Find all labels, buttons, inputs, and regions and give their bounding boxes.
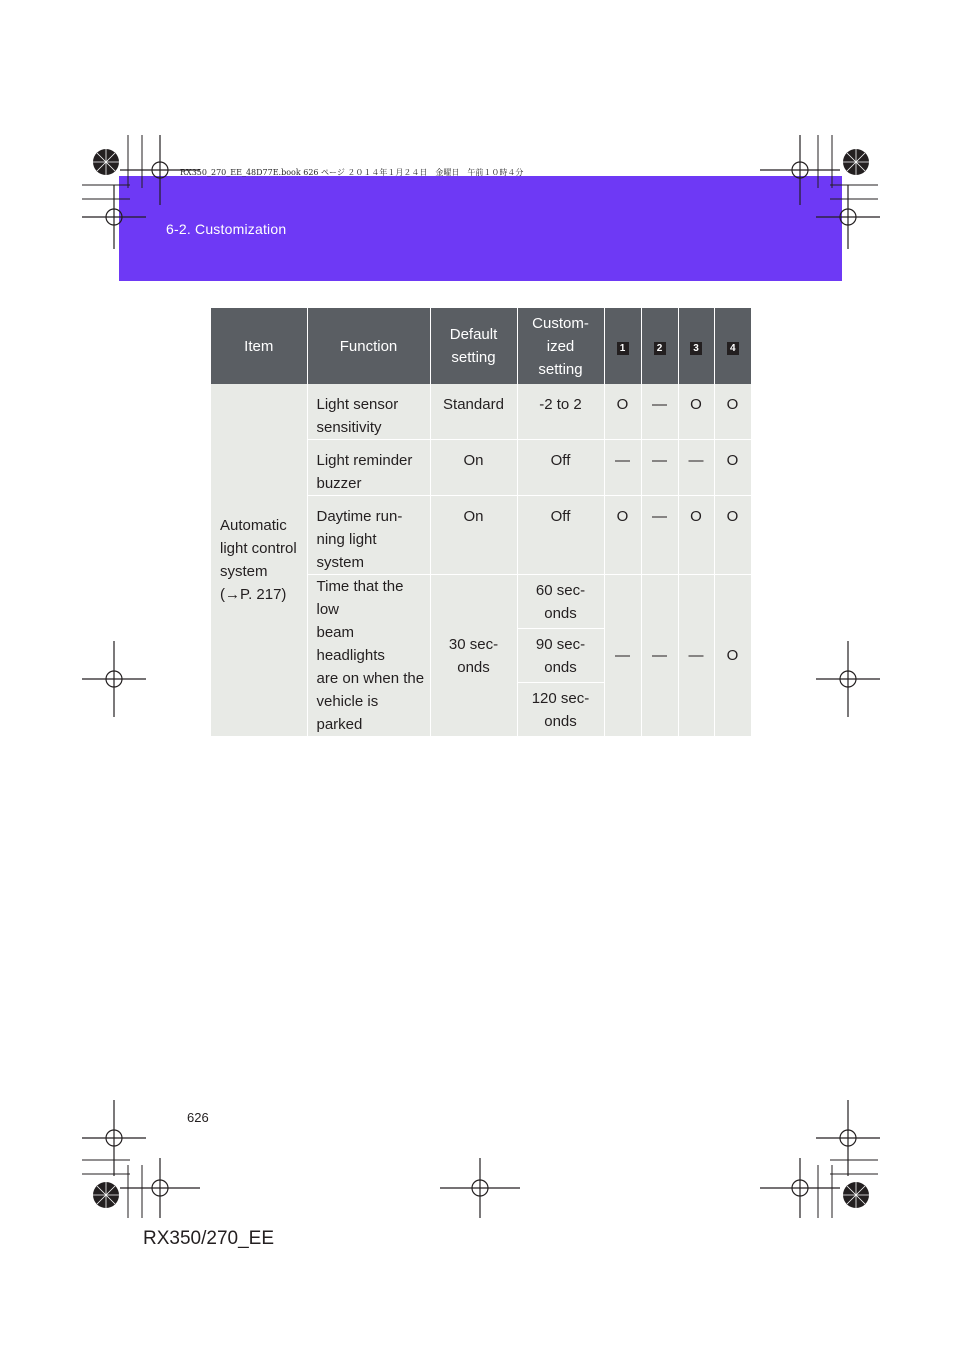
header-custom-line1: Custom-: [532, 314, 589, 332]
footer-model-code: RX350/270_EE: [143, 1228, 274, 1249]
default-cell: On: [430, 440, 517, 496]
function-cell: [307, 384, 430, 440]
header-col2: [641, 308, 678, 384]
number-2-icon: 2: [654, 342, 666, 355]
item-line2: light control: [220, 540, 297, 557]
col1-cell: O: [604, 384, 641, 440]
col1-cell: —: [604, 575, 641, 737]
col3-cell: O: [678, 384, 714, 440]
option-line1: 60 sec-: [535, 581, 586, 599]
option-line2: onds: [544, 604, 577, 622]
col4-cell: O: [714, 496, 751, 575]
col3-cell: O: [678, 496, 714, 575]
col3-cell: —: [678, 440, 714, 496]
function-cell: [307, 440, 430, 496]
section-title: 6-2. Customization: [166, 221, 287, 237]
default-line2: onds: [457, 658, 490, 676]
default-line1: 30 sec-: [448, 635, 499, 653]
col4-cell: O: [714, 575, 751, 737]
col4-cell: O: [714, 384, 751, 440]
item-cell: [211, 384, 307, 737]
page-reference: (→P. 217): [220, 586, 287, 603]
function-line2: buzzer: [316, 475, 362, 492]
item-line3: system: [220, 563, 268, 580]
col4-cell: O: [714, 440, 751, 496]
col3-cell: —: [678, 575, 714, 737]
header-custom-line2: ized: [546, 337, 575, 355]
function-line2: sensitivity: [316, 419, 382, 436]
col2-cell: —: [641, 384, 678, 440]
header-col3: [678, 308, 714, 384]
page-number: 626: [187, 1110, 209, 1125]
function-line1: Time that the low: [316, 578, 404, 618]
header-col1: [604, 308, 641, 384]
item-line1: Automatic: [220, 517, 287, 534]
header-default-line1: Default: [449, 326, 498, 343]
header-custom: [517, 308, 604, 384]
custom-option-cell: [517, 575, 604, 629]
option-line2: onds: [544, 658, 577, 676]
header-col4: [714, 308, 751, 384]
col2-cell: —: [641, 496, 678, 575]
print-info: RX350_270_EE_48D77E.book 626 ページ ２０１４年１月２４日 金曜日 午前１０時４分: [180, 168, 524, 177]
function-line2: beam headlights: [316, 624, 385, 664]
col1-cell: O: [604, 496, 641, 575]
default-cell: Standard: [430, 384, 517, 440]
col1-cell: —: [604, 440, 641, 496]
option-line1: 120 sec-: [531, 689, 590, 707]
col2-cell: —: [641, 440, 678, 496]
custom-cell: -2 to 2: [517, 384, 604, 440]
function-line2: ning light system: [316, 531, 377, 571]
header-default-line2: setting: [451, 349, 496, 366]
table-header-row: [211, 308, 751, 384]
custom-cell: Off: [517, 496, 604, 575]
custom-option-cell: [517, 629, 604, 683]
function-line3: are on when the: [316, 670, 425, 687]
custom-option-cell: [517, 683, 604, 737]
col2-cell: —: [641, 575, 678, 737]
header-default: [430, 308, 517, 384]
function-line1: Light reminder: [316, 452, 413, 469]
header-custom-line3: setting: [538, 360, 583, 378]
custom-cell: Off: [517, 440, 604, 496]
customization-table: [211, 308, 752, 737]
number-3-icon: 3: [690, 342, 702, 355]
option-line1: 90 sec-: [535, 635, 586, 653]
number-1-icon: 1: [617, 342, 629, 355]
default-cell: [430, 575, 517, 737]
function-cell: [307, 575, 430, 737]
function-cell: [307, 496, 430, 575]
header-item: Item: [211, 308, 307, 384]
table-row: [211, 384, 751, 440]
header-function: Function: [307, 308, 430, 384]
function-line1: Light sensor: [316, 396, 399, 413]
option-line2: onds: [544, 712, 577, 730]
number-4-icon: 4: [727, 342, 739, 355]
function-line1: Daytime run-: [316, 508, 403, 525]
function-line4: vehicle is parked: [316, 693, 379, 733]
default-cell: On: [430, 496, 517, 575]
